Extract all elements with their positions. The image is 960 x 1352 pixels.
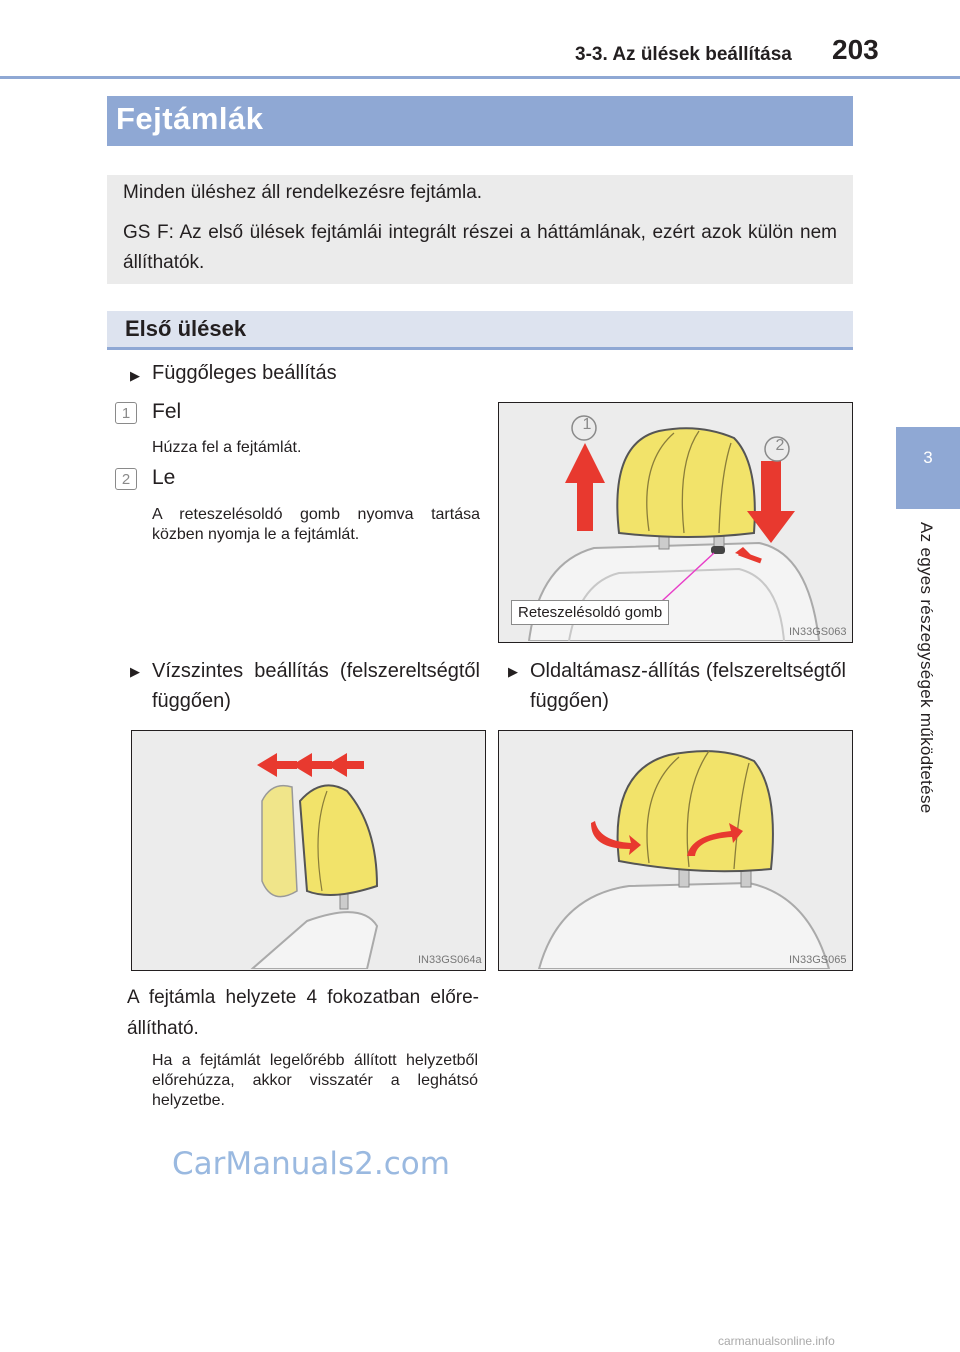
step-1-desc: Húzza fel a fejtámlát. [152,439,302,456]
header-section-title: 3-3. Az ülések beállítása [575,44,792,65]
intro-line-1: Minden üléshez áll rendelkezésre fejtámla. [123,182,483,203]
watermark-footer: carmanualsonline.info [718,1334,835,1348]
figure-callout-1: 1 [582,416,592,433]
figure-horizontal-adjust [131,730,486,971]
headrest-side-support-illustration [499,731,851,969]
intro-line-2: GS F: Az első ülések fejtámlái integrált részei a háttámlának, ezért azok külön nem állíthatók. [123,222,837,273]
horizontal-bullet: Vízszintes beállítás (felszereltségtől függően) [152,660,480,712]
chapter-tab[interactable] [896,427,960,509]
subsection-title: Első ülések [125,316,247,341]
bullet-triangle-icon: ▶ [508,664,518,679]
figure-code-1: IN33GS063 [789,626,847,638]
step-2-title: Le [152,466,176,489]
bullet-triangle-icon: ▶ [130,368,140,383]
vertical-bullet: Függőleges beállítás [152,362,337,384]
watermark-logo: CarManuals2.com [172,1146,450,1182]
horizontal-body-text: A fejtámla helyzete 4 fokozatban előre-állítható. [127,987,479,1039]
release-button-label: Reteszelésoldó gomb [511,600,669,625]
page-title: Fejtámlák [116,101,264,136]
step-number-2: 2 [115,468,137,490]
side-support-bullet: Oldaltámasz-állítás (felszereltségtől függően) [530,660,846,712]
header-rule [0,76,960,79]
horizontal-note-text: Ha a fejtámlát legelőrébb állított helyzetből előrehúzza, akkor visszatér a leghátsó helyzetbe. [152,1052,478,1109]
figure-callout-2: 2 [775,437,785,454]
chapter-tab-number: 3 [923,448,933,467]
subsection-rule [107,347,853,350]
figure-side-support [498,730,853,971]
step-number-1: 1 [115,402,137,424]
chapter-tab-text: Az egyes részegységek működtetése [917,522,936,814]
headrest-horizontal-illustration [132,731,484,969]
step-1-title: Fel [152,400,182,423]
page-number: 203 [832,34,879,65]
step-2-desc: A reteszelésoldó gomb nyomva tartása közben nyomja le a fejtámlát. [152,506,480,543]
figure-code-3: IN33GS065 [789,954,847,966]
figure-code-2: IN33GS064a [418,954,482,966]
bullet-triangle-icon: ▶ [130,664,140,679]
